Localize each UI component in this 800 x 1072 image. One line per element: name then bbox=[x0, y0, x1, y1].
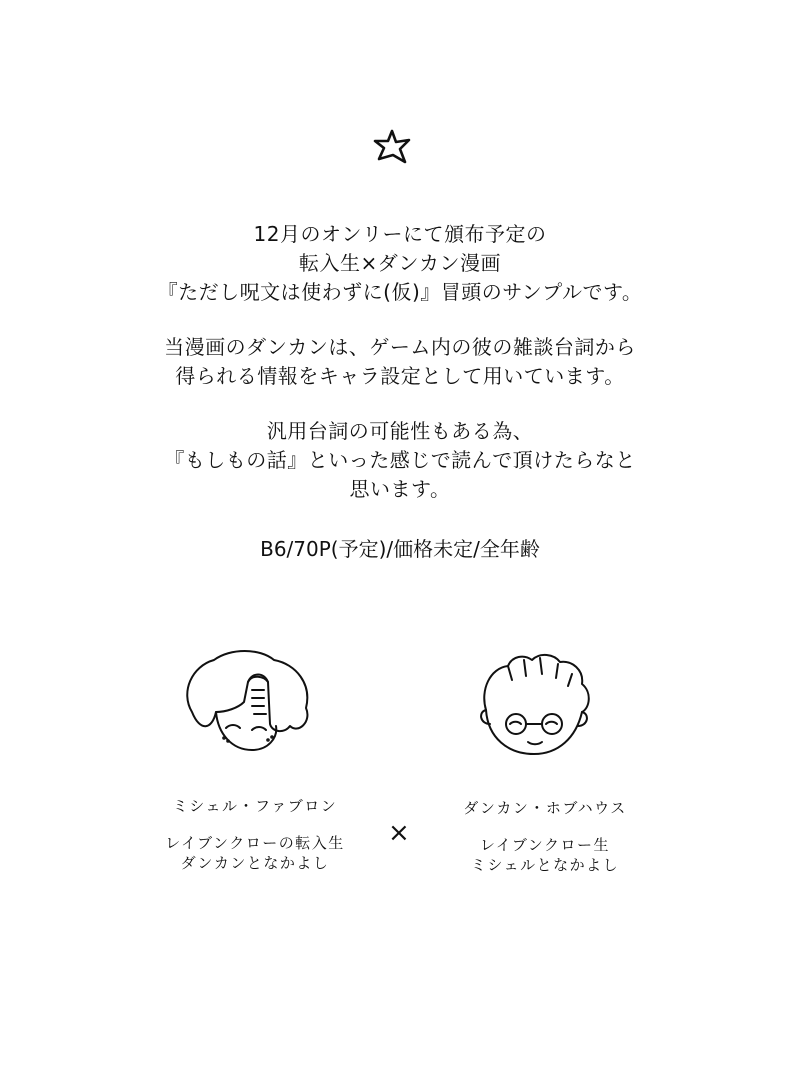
character-description bbox=[110, 833, 400, 873]
intro-line: 得られる情報をキャラ設定として用いています。 bbox=[175, 364, 625, 388]
intro-line: 12月のオンリーにて頒布予定の bbox=[253, 222, 547, 246]
intro-text bbox=[0, 220, 800, 530]
character-desc-line: ミシェルとなかよし bbox=[470, 856, 620, 874]
intro-line: 汎用台詞の可能性もある為、 bbox=[266, 419, 534, 443]
pairing-separator: × bbox=[388, 818, 410, 848]
character-name: ダンカン・ホブハウス bbox=[463, 799, 627, 817]
character-desc-line: ダンカンとなかよし bbox=[180, 854, 330, 872]
character-desc-line: レイブンクローの転入生 bbox=[165, 834, 345, 852]
intro-line: 思います。 bbox=[349, 477, 451, 501]
character-name: ミシェル・ファブロン bbox=[172, 797, 338, 815]
intro-line: 転入生×ダンカン漫画 bbox=[299, 251, 501, 275]
portrait-michelle-icon bbox=[172, 642, 322, 774]
character-description bbox=[400, 835, 690, 875]
portrait-duncan-icon bbox=[472, 650, 600, 770]
intro-paragraph-3 bbox=[0, 417, 800, 504]
intro-line: 『ただし呪文は使わずに(仮)』冒頭のサンプルです。 bbox=[157, 280, 643, 304]
intro-paragraph-1 bbox=[0, 220, 800, 307]
book-spec: B6/70P(予定)/価格未定/全年齢 bbox=[260, 537, 540, 561]
intro-line: 当漫画のダンカンは、ゲーム内の彼の雑談台詞から bbox=[164, 335, 636, 359]
star-icon bbox=[370, 126, 414, 170]
intro-line: 『もしもの話』といった感じで読んで頂けたらなと bbox=[164, 448, 636, 472]
intro-paragraph-2 bbox=[0, 333, 800, 391]
character-desc-line: レイブンクロー生 bbox=[480, 836, 610, 854]
